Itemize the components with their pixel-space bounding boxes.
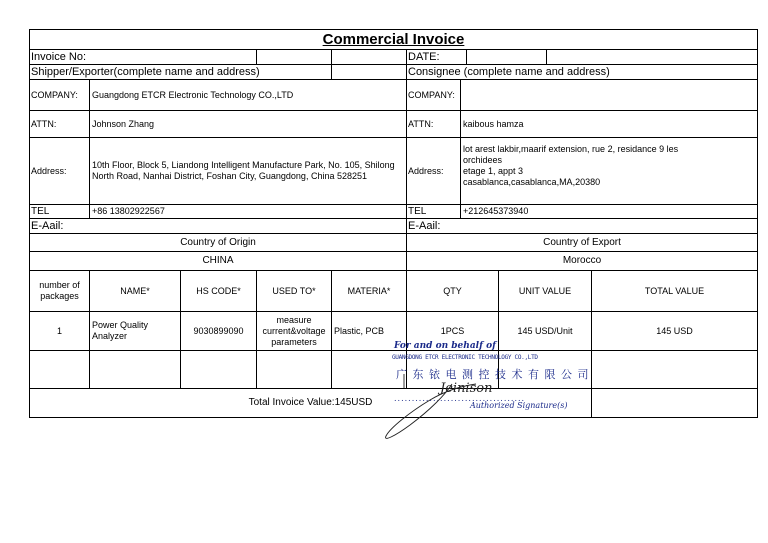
header-total-value: TOTAL VALUE	[644, 285, 705, 296]
shipper-email-label: E-Aail:	[31, 219, 64, 232]
consignee-address-line: etage 1, appt 3	[463, 166, 524, 176]
shipper-tel-label: TEL	[31, 205, 50, 217]
export-country: Morocco	[562, 255, 602, 266]
consignee-attn-label: ATTN:	[408, 118, 434, 129]
stamp-company-en: GUANGDONG ETCR ELECTRONIC TECHNOLOGY CO.,LTD	[392, 354, 538, 361]
consignee-address-label: Address:	[408, 165, 444, 176]
item-used-line: current&voltage	[262, 325, 326, 336]
invoice-no-label: Invoice No:	[31, 51, 87, 63]
item-materia: Plastic, PCB	[334, 325, 385, 336]
header-packages-line: packages	[40, 291, 79, 301]
header-name: NAME*	[120, 285, 150, 296]
header-used-to: USED TO*	[272, 285, 316, 296]
item-packages: 1	[56, 325, 62, 336]
shipper-attn: Johnson Zhang	[92, 118, 155, 129]
item-unit-value: 145 USD/Unit	[517, 325, 573, 336]
consignee-address-line: orchidees	[463, 155, 503, 165]
total-invoice-value: Total Invoice Value:145USD	[248, 397, 373, 408]
consignee-attn: kaibous hamza	[463, 118, 524, 129]
signature-text: Jeinison	[440, 381, 493, 396]
export-label: Country of Export	[543, 236, 621, 248]
invoice-title: Commercial Invoice	[322, 31, 465, 48]
item-used-line: measure	[276, 314, 312, 325]
header-materia: MATERIA*	[347, 285, 391, 296]
header-packages-line: number of	[39, 280, 80, 290]
shipper-tel: +86 13802922567	[92, 206, 165, 216]
consignee-address-line: casablanca,casablanca,MA,20380	[463, 177, 601, 187]
item-name-line: Analyzer	[92, 331, 128, 341]
header-unit-value: UNIT VALUE	[518, 285, 572, 296]
item-total-value: 145 USD	[656, 325, 693, 336]
stamp-behalf-text: For and on behalf of	[394, 341, 496, 351]
shipper-company: Guangdong ETCR Electronic Technology CO.,LTD	[92, 89, 294, 100]
consignee-company-label: COMPANY:	[408, 89, 455, 100]
shipper-company-label: COMPANY:	[31, 89, 78, 100]
stamp-dotted-line: .....................................	[394, 394, 526, 403]
consignee-tel: +212645373940	[463, 206, 529, 216]
shipper-attn-label: ATTN:	[31, 118, 57, 129]
item-used-line: parameters	[271, 336, 317, 347]
consignee-tel-label: TEL	[408, 205, 427, 217]
header-hs-code: HS CODE*	[196, 285, 241, 296]
origin-label: Country of Origin	[180, 236, 256, 248]
header-qty: QTY	[443, 285, 462, 296]
origin-country: CHINA	[202, 255, 234, 266]
item-hs-code: 9030899090	[193, 325, 244, 336]
consignee-label: Consignee (complete name and address)	[408, 66, 610, 78]
stamp-company-cn: 广 东 铱 电 测 控 技 术 有 限 公 司	[396, 368, 590, 381]
item-qty: 1PCS	[440, 325, 465, 336]
consignee-email-label: E-Aail:	[408, 219, 441, 232]
stamp-authorized: Authorized Signature(s)	[470, 401, 568, 410]
consignee-address-line: lot arest lakbir,maarif extension, rue 2, residance 9 les	[463, 144, 679, 154]
item-name-line: Power Quality	[92, 320, 149, 330]
date-label: DATE:	[408, 51, 440, 63]
shipper-label: Shipper/Exporter(complete name and address)	[31, 66, 260, 78]
shipper-address: 10th Floor, Block 5, Liandong Intelligent Manufacture Park, No. 105, Shilong North Road, Nanhai District, Foshan City, Guangdong, China 528251	[92, 160, 395, 181]
shipper-address-label: Address:	[31, 165, 67, 176]
